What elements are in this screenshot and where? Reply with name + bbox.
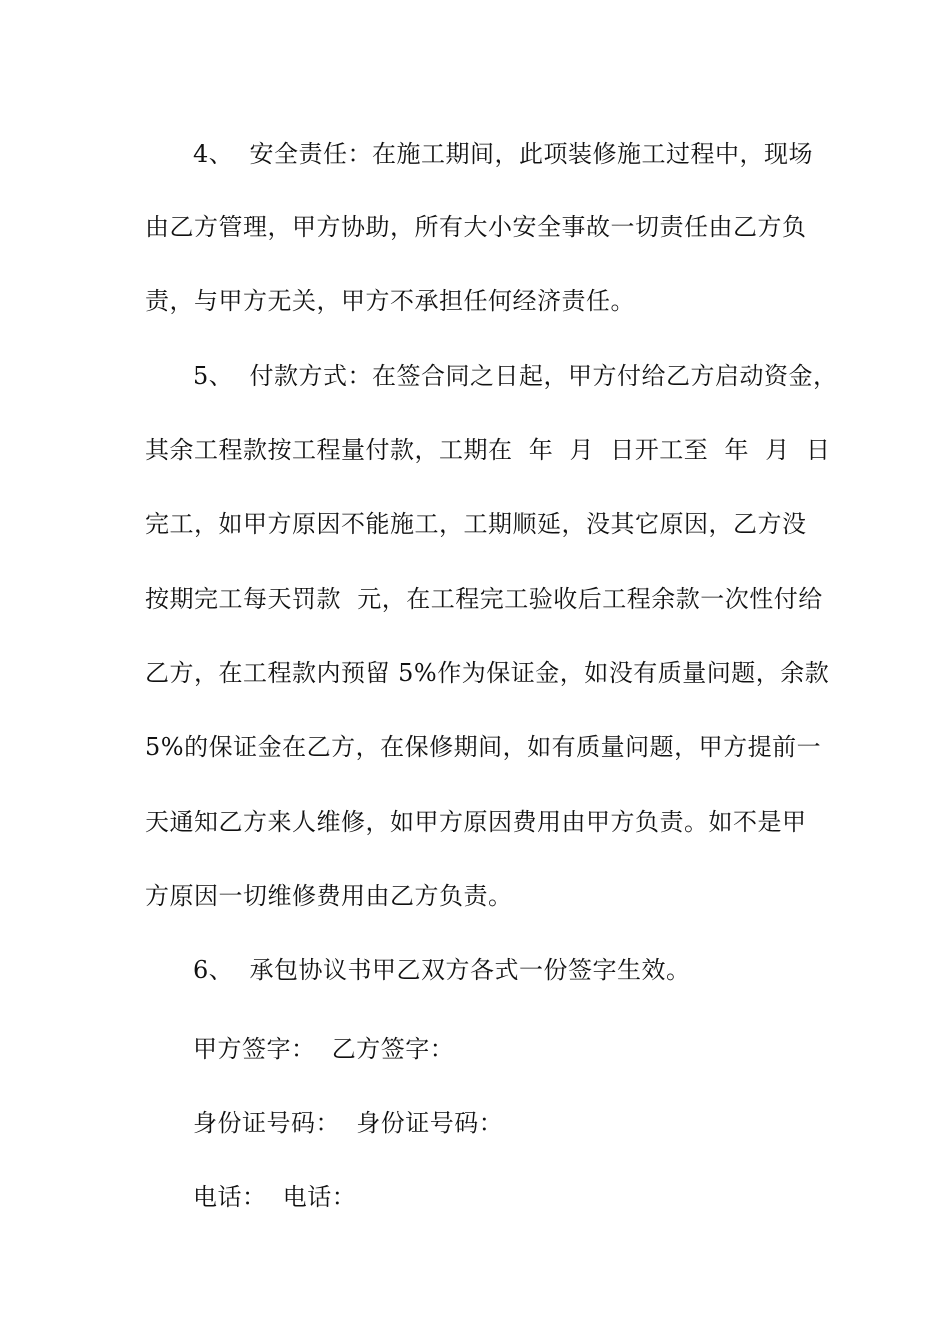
clause-5-line-5: 乙方，在工程款内预留 5%作为保证金，如没有质量问题，余款: [145, 659, 830, 687]
clause-5-line-6: 5%的保证金在乙方，在保修期间，如有质量问题，甲方提前一: [145, 733, 822, 761]
clause-4-line-3: 责，与甲方无关，甲方不承担任何经济责任。: [145, 287, 635, 315]
signature-line: 甲方签字： 乙方签字：: [193, 1035, 455, 1063]
clause-5-line-8: 方原因一切维修费用由乙方负责。: [145, 882, 513, 910]
clause-6-line-1: 6、 承包协议书甲乙双方各式一份签字生效。: [193, 956, 691, 984]
clause-4-line-1: 4、 安全责任：在施工期间，此项装修施工过程中，现场: [193, 140, 814, 168]
clause-5-line-3: 完工，如甲方原因不能施工，工期顺延，没其它原因，乙方没: [145, 510, 807, 538]
phone-line: 电话： 电话：: [193, 1183, 357, 1211]
clause-5-line-4: 按期完工每天罚款 元，在工程完工验收后工程余款一次性付给: [145, 585, 823, 613]
clause-5-line-7: 天通知乙方来人维修，如甲方原因费用由甲方负责。如不是甲: [145, 808, 807, 836]
id-number-line: 身份证号码： 身份证号码：: [193, 1109, 504, 1137]
clause-4-line-2: 由乙方管理，甲方协助，所有大小安全事故一切责任由乙方负: [145, 213, 807, 241]
clause-5-line-2: 其余工程款按工程量付款，工期在 年 月 日开工至 年 月 日: [145, 436, 831, 464]
clause-5-line-1: 5、 付款方式：在签合同之日起，甲方付给乙方启动资金，: [193, 362, 838, 390]
